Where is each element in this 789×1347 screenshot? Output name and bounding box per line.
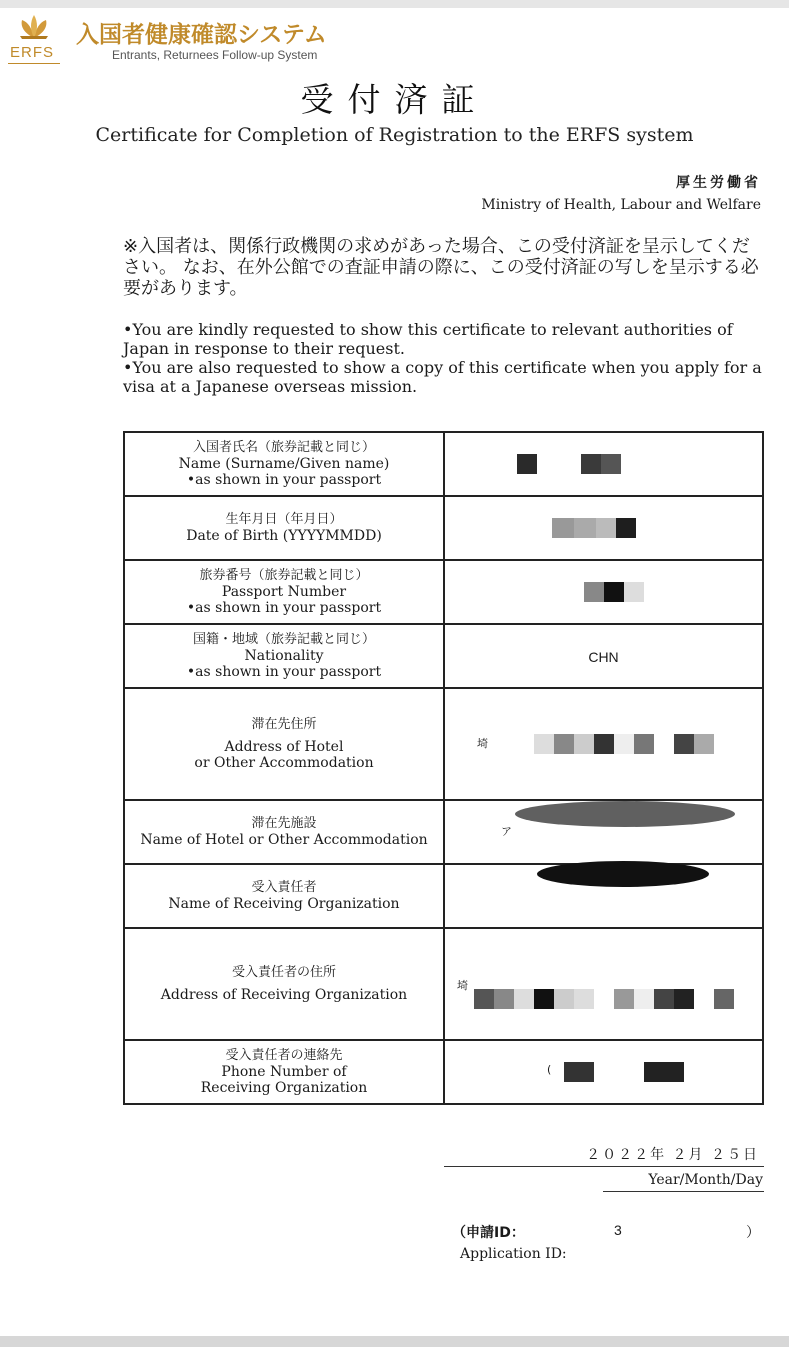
label-jp: 入国者氏名（旅券記載と同じ） xyxy=(192,440,375,455)
receiving-phone-value xyxy=(444,1040,763,1104)
bottom-edge-band xyxy=(0,1336,789,1347)
registration-table xyxy=(123,431,764,1105)
table-row-passport xyxy=(124,560,763,624)
erfs-logo xyxy=(4,10,364,70)
row-label xyxy=(124,432,444,496)
row-label xyxy=(124,1040,444,1104)
table-row-dob xyxy=(124,496,763,560)
label-en: Address of Receiving Organization xyxy=(160,987,408,1003)
label-en: Address of Hotel xyxy=(224,739,344,755)
label-en: Name (Surname/Given name) xyxy=(178,456,390,472)
table-row-nationality xyxy=(124,624,763,688)
redacted-mosaic xyxy=(517,454,621,475)
label-en: Phone Number of xyxy=(221,1064,347,1080)
date-format-label: Year/Month/Day xyxy=(648,1172,763,1188)
partial-char: 埼 xyxy=(457,979,468,992)
notice-en-line-1: •You are kindly requested to show this certificate to relevant authorities of Japan in response to their request. xyxy=(123,320,733,358)
redacted-mosaic xyxy=(552,518,636,539)
label-jp: 受入責任者の連絡先 xyxy=(225,1048,343,1063)
label-jp: 受入責任者 xyxy=(251,880,317,895)
nationality-text: CHN xyxy=(588,648,619,665)
application-id-label-en: Application ID: xyxy=(460,1246,567,1262)
label-jp: 生年月日（年月日） xyxy=(225,512,343,527)
ministry-name-jp: 厚生労働省 xyxy=(676,175,761,191)
row-label xyxy=(124,864,444,928)
table-row-receiving-phone xyxy=(124,1040,763,1104)
label-en: Date of Birth (YYYYMMDD) xyxy=(186,528,382,544)
system-name-jp: 入国者健康確認システム xyxy=(76,22,327,48)
receiving-address-value xyxy=(444,928,763,1040)
notice-en xyxy=(123,320,763,396)
label-jp: 受入責任者の住所 xyxy=(231,965,336,980)
logo-abbreviation: ERFS xyxy=(10,44,55,61)
table-row-receiving-address xyxy=(124,928,763,1040)
row-label xyxy=(124,800,444,864)
system-name-en: Entrants, Returnees Follow-up System xyxy=(112,48,318,62)
logo-underline xyxy=(8,63,60,64)
redaction-smear xyxy=(537,861,709,887)
redacted-mosaic xyxy=(474,989,734,1010)
date-format-underline xyxy=(603,1191,764,1192)
certificate-title-en: Certificate for Completion of Registration to the ERFS system xyxy=(95,124,694,146)
row-label xyxy=(124,624,444,688)
dob-value xyxy=(444,496,763,560)
name-value xyxy=(444,432,763,496)
table-row-receiving-org xyxy=(124,864,763,928)
partial-char: ( xyxy=(547,1063,552,1076)
receiving-org-value xyxy=(444,864,763,928)
label-jp: 滞在先住所 xyxy=(251,717,317,732)
redacted-mosaic xyxy=(564,1062,684,1083)
partial-char: ア xyxy=(501,825,512,838)
hotel-name-value xyxy=(444,800,763,864)
table-row-name xyxy=(124,432,763,496)
label-en: Name of Hotel or Other Accommodation xyxy=(140,832,428,848)
issue-date: ２０２２年 ２月 ２５日 xyxy=(586,1147,759,1163)
notice-en-line-2: •You are also requested to show a copy of this certificate when you apply for a visa at a Japanese overseas mission. xyxy=(123,358,762,396)
label-note: Receiving Organization xyxy=(200,1080,368,1096)
label-en: Nationality xyxy=(244,648,324,664)
application-id-close: ） xyxy=(746,1225,760,1241)
top-edge-band xyxy=(0,0,789,8)
label-jp: 国籍・地域（旅券記載と同じ） xyxy=(192,632,375,647)
hotel-address-value xyxy=(444,688,763,800)
table-row-hotel-address xyxy=(124,688,763,800)
passport-value xyxy=(444,560,763,624)
notice-jp: ※入国者は、関係行政機関の求めがあった場合、この受付済証を呈示してください。 なお、在外公館での査証申請の際に、この受付済証の写しを呈示する必要があります。 xyxy=(123,236,759,299)
label-note: •as shown in your passport xyxy=(186,472,382,488)
redacted-mosaic xyxy=(584,582,644,603)
label-note: •as shown in your passport xyxy=(186,600,382,616)
nationality-value xyxy=(444,624,763,688)
certificate-title-jp: 受付済証 xyxy=(300,80,489,119)
row-label xyxy=(124,928,444,1040)
ministry-name-en: Ministry of Health, Labour and Welfare xyxy=(481,197,761,213)
table-row-hotel-name xyxy=(124,800,763,864)
leaf-logo-icon xyxy=(16,14,52,40)
label-jp: 滞在先施設 xyxy=(251,816,317,831)
label-jp: 旅券番号（旅券記載と同じ） xyxy=(199,568,369,583)
application-id-label-jp: （申請ID： xyxy=(452,1225,525,1241)
label-en: Name of Receiving Organization xyxy=(168,896,400,912)
label-en: Passport Number xyxy=(221,584,347,600)
row-label xyxy=(124,496,444,560)
redacted-mosaic xyxy=(534,734,714,755)
application-id-value: 3 xyxy=(614,1222,622,1238)
date-underline xyxy=(444,1166,764,1167)
partial-char: 埼 xyxy=(477,737,488,750)
row-label xyxy=(124,560,444,624)
label-note: •as shown in your passport xyxy=(186,664,382,680)
label-note: or Other Accommodation xyxy=(194,755,374,771)
row-label xyxy=(124,688,444,800)
redaction-smear xyxy=(515,801,735,827)
